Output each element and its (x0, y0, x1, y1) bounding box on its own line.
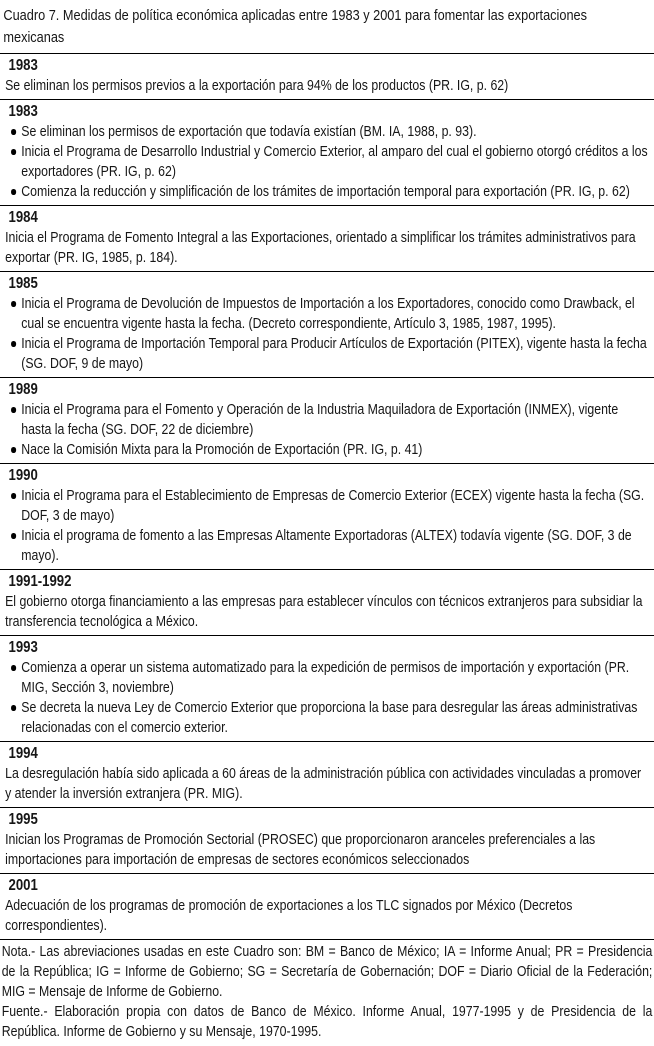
year-heading: 1994 (8, 745, 38, 762)
year-heading: 1985 (8, 275, 38, 292)
measure-bullet-item: Se decreta la nueva Ley de Comercio Exterior que proporciona la base para desregular las áreas administrativas relacionadas con el comercio exterior. (0, 698, 654, 738)
measure-text: Inician los Programas de Promoción Sectorial (PROSEC) que proporcionaron aranceles preferenciales a las importaciones para importación de empresas de sectores económicos seleccionados (5, 832, 596, 868)
measure-bullet-item: Inicia el programa de fomento a las Empresas Altamente Exportadoras (ALTEX) todavía vigente (SG. DOF, 3 de mayo). (0, 526, 654, 566)
nota-text: Nota.- Las abreviaciones usadas en este Cuadro son: BM = Banco de México; IA = Informe Anual; PR = Presidencia de la República; IG = Informe de Gobierno; SG = Secretaría de Gobernación; DOF = Diario Oficial de la Federación; MIG = Mensaje de Informe de Gobierno. (1, 944, 653, 1000)
year-section (0, 377, 654, 463)
measure-text: Se eliminan los permisos previos a la exportación para 94% de los productos (PR. IG, p. 62) (5, 78, 509, 94)
table-footer (0, 939, 654, 1046)
year-section (0, 569, 654, 635)
year-section (0, 205, 654, 271)
measure-text: El gobierno otorga financiamiento a las empresas para establecer vínculos con técnicos extranjeros para subsidiar la transferencia tecnológica a México. (5, 594, 643, 630)
measure-text: Adecuación de los programas de promoción de exportaciones a los TLC signados por México (Decretos correspondientes). (5, 898, 573, 934)
table-title: Cuadro 7. Medidas de política económica aplicadas entre 1983 y 2001 para fomentar las exportaciones mexicanas (3, 7, 588, 46)
fuente-text: Fuente.- Elaboración propia con datos de Banco de México. Informe Anual, 1977-1995 y de Presidencia de la República. Informe de Gobierno y su Mensaje, 1970-1995. (1, 1004, 653, 1040)
year-section (0, 463, 654, 569)
measure-list (0, 658, 654, 738)
year-heading: 2001 (8, 877, 38, 894)
year-section (0, 741, 654, 807)
measure-list (0, 486, 654, 566)
measure-bullet-item: Inicia el Programa de Desarrollo Industrial y Comercio Exterior, al amparo del cual el gobierno otorgó créditos a los exportadores (PR. IG, p. 62) (0, 142, 654, 182)
measure-bullet-item: Inicia el Programa para el Establecimiento de Empresas de Comercio Exterior (ECEX) vigente hasta la fecha (SG. DOF, 3 de mayo) (0, 486, 654, 526)
measure-text: La desregulación había sido aplicada a 60 áreas de la administración pública con actividades vinculadas a promover y atender la inversión extranjera (PR. MIG). (5, 766, 642, 802)
measure-bullet-item: Inicia el Programa de Importación Temporal para Producir Artículos de Exportación (PITEX), vigente hasta la fecha (SG. DOF, 9 de mayo) (0, 334, 654, 374)
year-heading: 1991-1992 (8, 573, 72, 590)
measure-list (0, 400, 654, 460)
year-section (0, 873, 654, 939)
year-section (0, 99, 654, 205)
year-heading: 1989 (8, 381, 38, 398)
year-section (0, 635, 654, 741)
measure-bullet-item: Comienza la reducción y simplificación de los trámites de importación temporal para exportación (PR. IG, p. 62) (0, 182, 654, 202)
year-sections (0, 53, 654, 939)
year-heading: 1993 (8, 639, 38, 656)
year-heading: 1983 (8, 57, 38, 74)
document-page (0, 5, 654, 1046)
year-section (0, 807, 654, 873)
year-heading: 1984 (8, 209, 38, 226)
year-section (0, 53, 654, 99)
measure-text: Inicia el Programa de Fomento Integral a las Exportaciones, orientado a simplificar los trámites administrativos para exportar (PR. IG, 1985, p. 184). (5, 230, 636, 266)
year-section (0, 271, 654, 377)
year-heading: 1983 (8, 103, 38, 120)
measure-list (0, 122, 654, 202)
measure-bullet-item: Inicia el Programa de Devolución de Impuestos de Importación a los Exportadores, conocido como Drawback, el cual se encuentra vigente hasta la fecha. (Decreto correspondiente, Artículo 3, 1985, 1987, 1995). (0, 294, 654, 334)
year-heading: 1990 (8, 467, 38, 484)
measure-bullet-item: Se eliminan los permisos de exportación que todavía existían (BM. IA, 1988, p. 93). (0, 122, 654, 142)
measure-bullet-item: Inicia el Programa para el Fomento y Operación de la Industria Maquiladora de Exportación (INMEX), vigente hasta la fecha (SG. DOF, 22 de diciembre) (0, 400, 654, 440)
measure-bullet-item: Comienza a operar un sistema automatizado para la expedición de permisos de importación y exportación (PR. MIG, Sección 3, noviembre) (0, 658, 654, 698)
measure-bullet-item: Nace la Comisión Mixta para la Promoción de Exportación (PR. IG, p. 41) (0, 440, 654, 460)
year-heading: 1995 (8, 811, 38, 828)
measure-list (0, 294, 654, 374)
